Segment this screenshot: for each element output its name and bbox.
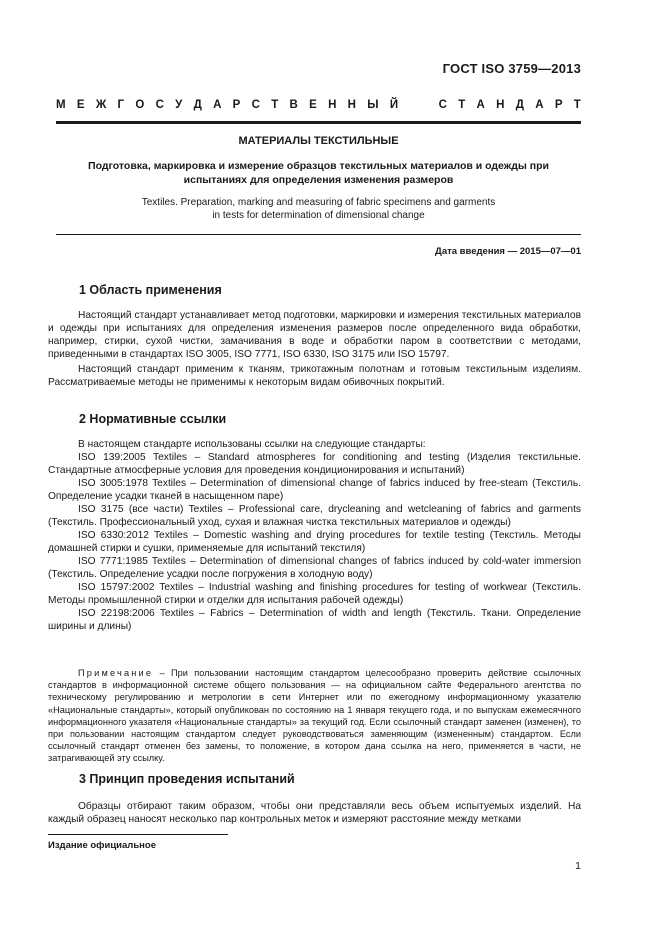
section-2-body — [48, 438, 581, 633]
heading-letter: Д — [515, 99, 524, 111]
official-edition-label: Издание официальное — [48, 840, 156, 851]
introduction-date: Дата введения — 2015—07—01 — [435, 246, 581, 257]
reference-item: ISO 22198:2006 Textiles – Fabrics – Determination of width and length (Текстиль. Ткани. Определение ширины и длины) — [48, 608, 581, 632]
heading-letter: Ж — [95, 99, 107, 111]
heading-letter: А — [213, 99, 222, 111]
heading-letter: У — [175, 99, 183, 111]
title-rule — [56, 234, 581, 235]
subtitle-line-1: Подготовка, маркировка и измерение образцов текстильных материалов и одежды при — [88, 160, 549, 172]
heading-letter: А — [476, 99, 485, 111]
heading-letter: Т — [573, 99, 581, 111]
section-1-paragraph-1: Настоящий стандарт устанавливает метод подготовки, маркировки и измерения текстильных материалов и одежды при испытаниях для определения изменения размеров после определенного вида обработки, например, стирки, сухой чистки, замачивания в воде и обработки паром в соответствии с методами, приведенными в стандартах ISO 3005, ISO 7771, ISO 6330, ISO 3175 или ISO 15797. — [48, 310, 581, 360]
section-3-paragraph: Образцы отбирают таким образом, чтобы они представляли весь объем испытуемых изделий. На каждый образец наносят несколько пар контрольных меток и измеряют расстояние между метками — [48, 801, 581, 825]
subtitle-line-2: испытаниях для определения изменения размеров — [183, 174, 454, 186]
references-intro: В настоящем стандарте использованы ссылки на следующие стандарты: — [78, 439, 426, 450]
heading-letter: Ы — [367, 99, 379, 111]
section-2-note — [48, 667, 581, 765]
note-label: Примечание — [78, 668, 154, 678]
heading-letter: В — [289, 99, 298, 111]
section-2-title: 2 Нормативные ссылки — [79, 412, 227, 426]
reference-item: ISO 3005:1978 Textiles – Determination of dimensional change of fabrics induced by free-steam (Текстиль. Определение усадки тканей в насыщенном паре) — [48, 478, 581, 502]
heading-letter: Е — [309, 99, 317, 111]
reference-item: ISO 139:2005 Textiles – Standard atmospheres for conditioning and testing (Изделия текстильные. Стандартные атмосферные условия для проведения кондиционирования и испытаний) — [48, 452, 581, 476]
heading-letter: А — [535, 99, 544, 111]
heading-letter: Й — [389, 99, 399, 111]
heading-letter: Г — [117, 99, 125, 111]
english-title — [56, 196, 581, 222]
footer-rule — [48, 834, 228, 835]
page-number: 1 — [575, 860, 581, 872]
english-title-line-1: Textiles. Preparation, marking and measuring of fabric specimens and garments — [141, 197, 496, 208]
section-3-body — [48, 800, 581, 826]
heading-letter: Т — [458, 99, 466, 111]
heading-letter: Д — [193, 99, 202, 111]
heading-letter: Р — [232, 99, 241, 111]
reference-item: ISO 3175 (все части) Textiles – Professional care, drycleaning and wetcleaning of fabrics and garments (Текстиль. Профессиональный уход, сухая и влажная чистка текстильных материалов и одежды) — [48, 504, 581, 528]
heading-letter: Н — [347, 99, 356, 111]
heading-letter: Н — [328, 99, 337, 111]
heading-letter: С — [438, 99, 447, 111]
section-3-title: 3 Принцип проведения испытаний — [79, 772, 295, 786]
standard-type-heading — [56, 99, 581, 111]
document-subtitle — [56, 159, 581, 187]
heading-letter: Е — [76, 99, 85, 111]
document-title: МАТЕРИАЛЫ ТЕКСТИЛЬНЫЕ — [238, 135, 399, 147]
heading-letter: С — [251, 99, 260, 111]
heading-letter: С — [155, 99, 164, 111]
section-1-paragraph-2: Настоящий стандарт применим к тканям, трикотажным полотнам и готовым текстильным изделиям. Рассматриваемые методы не применимы к некоторым видам обивочных покрытий. — [48, 364, 581, 388]
heading-letter: Т — [271, 99, 279, 111]
reference-item: ISO 15797:2002 Textiles – Industrial washing and finishing procedures for testing of workwear (Текстиль. Методы промышленной стирки и отделки для испытания рабочей одежды) — [48, 582, 581, 606]
reference-item: ISO 6330:2012 Textiles – Domestic washing and drying procedures for textile testing (Текстиль. Методы домашней стирки и сушки, применяемые для испытаний текстиля) — [48, 530, 581, 554]
reference-item: ISO 7771:1985 Textiles – Determination of dimensional changes of fabrics induced by cold-water immersion (Текстиль. Определение усадки после погружения в холодную воду) — [48, 556, 581, 580]
heading-letter: Р — [554, 99, 563, 111]
section-1-body — [48, 309, 581, 389]
note-text: – При пользовании настоящим стандартом целесообразно проверить действие ссылочных стандартов в информационной системе общего пользования — на официальном сайте Федерального агентства по техническому регулированию и метрологии в сети Интернет или по ежегодному информационному указателю «Национальные стандарты», который опубликован по состоянию на 1 января текущего года, и по выпускам ежемесячного информационного указателя «Национальные стандарты» за текущий год. Если ссылочный стандарт заменен (изменен), то при пользовании настоящим стандартом следует руководствоваться заменяющим (измененным) стандартом. Если ссылочный стандарт отменен без замены, то положение, в котором дана ссылка на него, применяется в части, не затрагивающей эту ссылку. — [48, 668, 581, 764]
english-title-line-2: in tests for determination of dimensional change — [212, 210, 425, 221]
heading-letter: Н — [496, 99, 505, 111]
heading-letter: М — [56, 99, 66, 111]
document-code: ГОСТ ISO 3759—2013 — [442, 61, 581, 76]
heading-letter: О — [135, 99, 145, 111]
heading-word-gap — [409, 99, 427, 111]
section-1-title: 1 Область применения — [79, 283, 222, 297]
header-rule — [56, 121, 581, 124]
